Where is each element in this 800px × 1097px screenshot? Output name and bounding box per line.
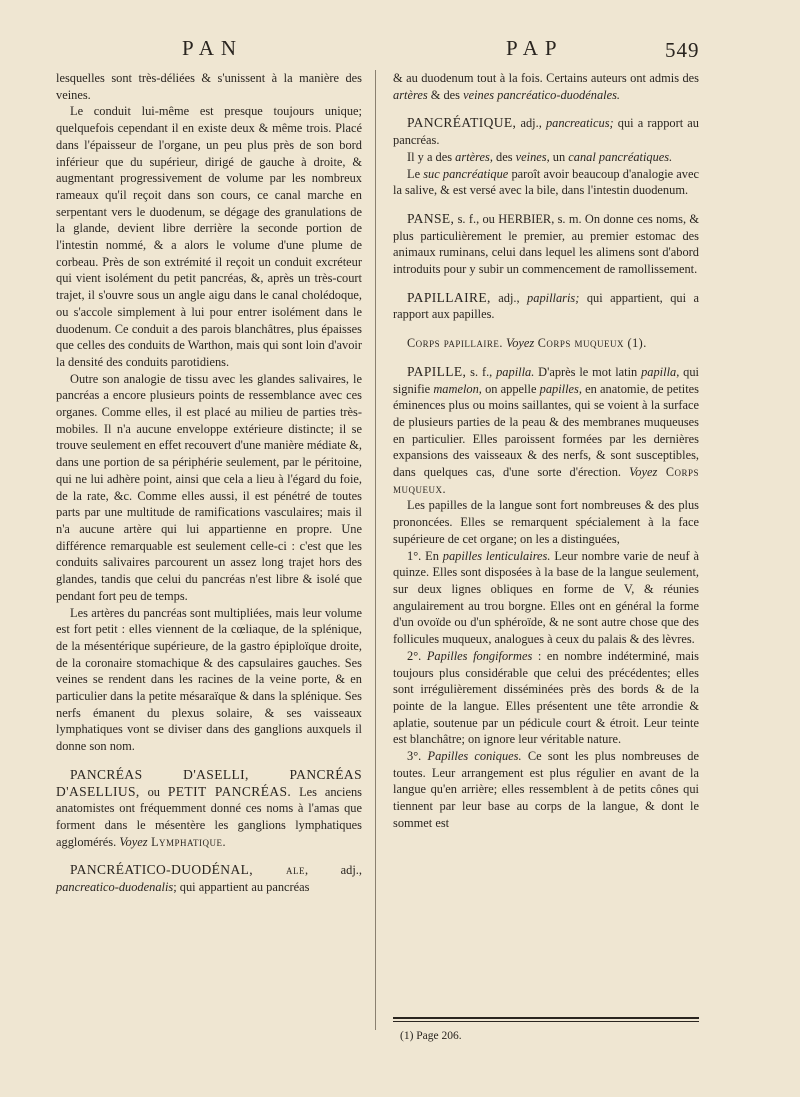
text: : en nombre indéterminé, mais toujours plus considérable que celui des précédentes; elles sont irrégulièrement disséminées près des bords & de la pointe de la langue. Elles présentent une tête arrondie & aplatie, soutenue par un pédicule court & étroit. Leur teinte est blanchâtre; on ignore leur véritable nature. — [393, 648, 699, 747]
entry-papille — [393, 364, 699, 498]
grammar-note: s. f., — [466, 364, 497, 379]
paragraph — [393, 748, 699, 832]
entry-text: qui a rapport au pancréas. — [393, 116, 700, 148]
italic-term: papilla, — [641, 364, 680, 379]
italic-term: artères — [393, 87, 428, 102]
text: & des — [427, 87, 464, 102]
text: un — [549, 149, 569, 164]
entry-text: qui appartient, qui a rapport aux papilles. — [393, 290, 699, 322]
paragraph — [393, 648, 699, 748]
right-running-title: PAP — [506, 36, 564, 60]
left-running-title: PAN — [182, 36, 244, 60]
headword: PETIT PANCRÉAS. — [167, 783, 292, 799]
grammar-note: ale — [253, 863, 306, 878]
grammar-note: , adj., — [305, 863, 363, 878]
text: D'après le mot latin — [534, 364, 642, 379]
headword: PANCRÉATICO-DUODÉNAL, — [70, 862, 254, 878]
left-column — [56, 70, 362, 896]
entry-pancreas-d-aselli — [56, 767, 362, 851]
column-divider — [375, 70, 376, 1030]
paragraph — [393, 166, 699, 199]
grammar-note: adj., — [516, 116, 546, 131]
paragraph: Outre son analogie de tissu avec les glandes salivaires, le pancréas a encore plusieurs points de ressemblance avec ces organes. Comme elles, il est placé au milieu de parties très-mobiles. Il n'a aucune enveloppe extérieure distincte; il se trouve seulement en effet recouvert d'une manière médiate &, dans une portion de sa périphérie seulement, par le péritoine, qui ne lui adhère point, ainsi que cela a lieu à l'égard du foie, de la rate, &c. Comme elles aussi, il est pénétré de toutes parts par une multitude de ramifications vasculaires; mais il n'a aucune artère qui lui appartienne en propre. Une différence remarquable est seulement celle-ci : c'est que les conduits salivaires parcourent un assez long trajet hors des glandes, tandis que celui du pancréas n'est libre & isolé que pendant fort peu de temps. — [56, 371, 362, 603]
text: & au duodenum tout à la fois. Certains auteurs ont admis des — [393, 71, 699, 85]
entry-papillaire — [393, 290, 699, 323]
italic-term: artères, — [455, 149, 493, 164]
grammar-note: adj., — [490, 290, 528, 305]
entry-text: ; qui appartient au pancréas — [173, 880, 310, 895]
paragraph — [393, 548, 699, 648]
text: 2°. — [407, 648, 427, 663]
headword: PANCRÉAS D'ASELLI, PANCRÉAS D'ASELLIUS, — [56, 766, 362, 799]
page-number: 549 — [665, 38, 700, 62]
cross-ref-voyez: Voyez — [629, 465, 658, 480]
latin-term: papilla. — [496, 364, 535, 379]
entry-text: ou — [139, 784, 168, 799]
entry-text: s. f., ou HERBIER, s. m. On donne ces noms, & plus particulièrement le premier, au premier estomac des animaux ruminans, celui dans lequel les alimens sont d'abord introduits pour y subir un commencement de ramollissement. — [393, 211, 699, 277]
entry-corps-papillaire — [393, 335, 699, 352]
paragraph — [393, 70, 699, 103]
paragraph: Le conduit lui-même est presque toujours unique; quelquefois cependant il en existe deux & même trois. Placé dans l'épaisseur de l'organe, un peu plus près de son bord inférieur que du supérieur, dirigé de gauche à droite, & augmentant progressivement de volume par les nombreux rameaux qu'il reçoit dans son cours, ce canal marche en serpentant vers le duodenum, se dégage des granulations de la glande, devient libre derrière la seconde portion de l'intestin nommé, & a alors le volume d'une plume de corbeau. Près de son extrémité il reçoit un conduit excréteur qui vient isolément du petit pancréas, &, après un très-court trajet, il s'ouvre sous un angle aigu dans le canal cholédoque, ou s'accole simplement à lui pour entrer isolément dans le duodenum. Ce conduit a des parois blanchâtres, plus épaisses que celles des conduits de Warthon, mais qui sont loin d'avoir la densité des conduits parotidiens. — [56, 104, 362, 369]
text: qui signifie — [393, 364, 699, 396]
entry-pancreatico-duodenal — [56, 862, 362, 895]
italic-term: Papilles fongiformes — [426, 648, 533, 663]
italic-term: mamelon, — [433, 381, 482, 396]
footnote: (1) Page 206. — [400, 1030, 462, 1042]
cross-ref-target: Corps muqueux. — [393, 465, 699, 496]
text: paroît avoir beaucoup d'analogie avec la salive, & est versé avec la bile, dans l'intestin duodenum. — [393, 166, 700, 198]
italic-term: veines pancréatico-duodénales. — [463, 87, 621, 102]
footnote-rule — [393, 1021, 699, 1022]
italic-term: papilles, — [539, 381, 582, 396]
headword: PAPILLAIRE, — [407, 289, 491, 305]
right-column — [393, 70, 699, 832]
cross-ref-target: Corps muqueux (1). — [534, 336, 647, 351]
italic-term: suc pancréatique — [423, 166, 509, 181]
entry-panse — [393, 211, 699, 278]
footnote-rule — [393, 1017, 699, 1019]
text: en anatomie, de petites éminences plus ou moins saillantes, qui se voient à la surface de plusieurs parties de la peau & des membranes muqueuses en particulier. Elles paroissent formées par les dernières expansions des vaisseaux & des nerfs, & sont susceptibles, dans quelques cas, d'une sorte d'érection. — [393, 381, 699, 480]
paragraph: Les artères du pancréas sont multipliées, mais leur volume est fort petit : elles viennent de la cœliaque, de la splénique, de la mésentérique supérieure, de la gastro épiploïque droite, de la coronaire stomachique & des capsulaires gauches. Ses veines se rendent dans les racines de la veine porte, & en particulier dans la petite mésaraïque & dans la splénique. Ses nerfs émanent du plexus solaire, & ses vaisseaux lymphatiques vont se diviser dans des ganglions auxquels il donne son nom. — [56, 605, 362, 754]
latin-term: papillaris; — [527, 290, 580, 305]
cross-ref-target: Lymphatique. — [147, 834, 227, 849]
paragraph: lesquelles sont très-déliées & s'unissent à la manière des veines. — [56, 71, 362, 102]
cross-ref-voyez: Voyez — [502, 336, 535, 351]
entry-pancreatique — [393, 115, 699, 148]
latin-term: pancreaticus; — [545, 116, 614, 131]
running-header — [0, 36, 800, 66]
headword: PANCRÉATIQUE, — [407, 115, 517, 131]
entry-text: Les anciens anatomistes ont fréquemment donné ces noms à l'amas que forment dans le mésentère les ganglions lymphatiques agglomérés. — [56, 784, 362, 849]
italic-term: Papilles coniques. — [427, 749, 522, 764]
text: on appelle — [481, 381, 540, 396]
text: des — [492, 149, 516, 164]
headword: PANSE, — [407, 210, 455, 226]
text: Ce sont les plus nombreuses de toutes. Leur arrangement est plus régulier en avant de la langue qu'en arrière; elles ressemblent à de petits cônes qui tiennent par leur base au corps de la langue, & dont le sommet est — [393, 749, 699, 830]
text: Leur nombre varie de neuf à quinze. Elles sont disposées à la base de la langue seulement, sur deux lignes obliques en forme de V, & réunies angulairement au trou borgne. Elles ont en général la forme d'un ovoïde ou d'un sphéroïde, & ne sont autre chose que des follicules muqueux, analogues à ceux du palais & des lèvres. — [393, 548, 699, 647]
headword: Corps papillaire. — [407, 336, 503, 351]
text: 3°. — [407, 749, 428, 764]
italic-term: canal pancréatiques. — [568, 149, 673, 164]
headword: PAPILLE, — [407, 363, 467, 379]
italic-term: papilles lenticulaires. — [442, 548, 551, 563]
text: Le — [407, 166, 424, 181]
paragraph: Les papilles de la langue sont fort nombreuses & des plus prononcées. Elles se remarquent spécialement à la face supérieure de cet organe; on les a distinguées, — [393, 498, 699, 546]
cross-ref-voyez: Voyez — [119, 834, 148, 849]
italic-term: veines, — [515, 149, 550, 164]
paragraph — [393, 149, 699, 166]
text: 1°. En — [407, 548, 443, 563]
latin-term: pancreatico-duodenalis — [56, 880, 174, 895]
text: Il y a des — [407, 149, 456, 164]
